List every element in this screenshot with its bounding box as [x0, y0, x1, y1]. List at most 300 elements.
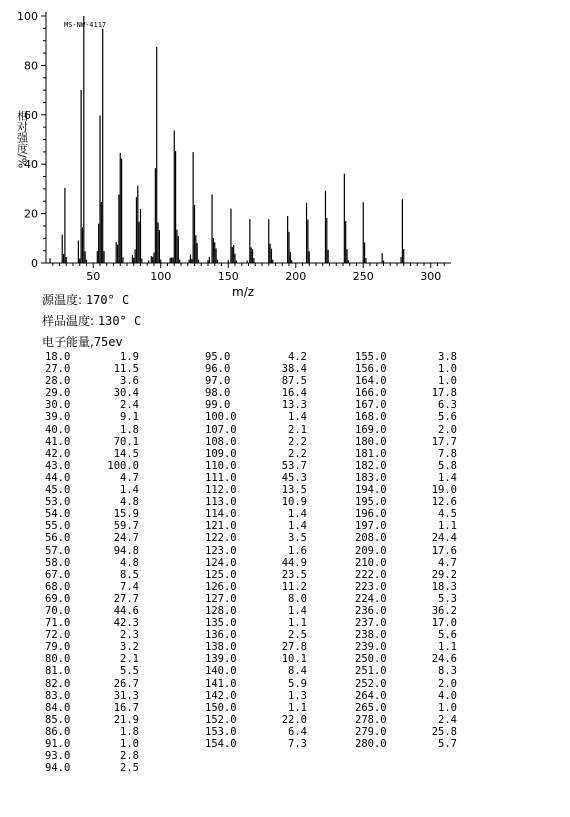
abundance-value: 11.5 — [113, 363, 139, 376]
mz-value: 195.0 — [355, 496, 387, 509]
mz-value: 80.0 — [45, 653, 71, 666]
peak-table-row — [205, 460, 307, 472]
abundance-value: 1.4 — [120, 484, 139, 497]
mz-value: 135.0 — [205, 617, 237, 630]
y-tick-label: 60 — [24, 108, 38, 122]
abundance-value: 53.7 — [281, 459, 307, 472]
mz-value: 222.0 — [355, 568, 387, 581]
mz-value: 126.0 — [205, 580, 237, 593]
abundance-value: 27.7 — [113, 592, 139, 605]
source-temperature-value: 170° C — [85, 293, 130, 307]
peak-table-row — [45, 532, 139, 544]
mz-value: 91.0 — [45, 738, 71, 750]
mz-value: 250.0 — [355, 653, 387, 666]
abundance-value: 3.8 — [438, 351, 457, 363]
abundance-value: 7.3 — [288, 738, 307, 750]
abundance-value: 1.0 — [438, 701, 457, 714]
abundance-value: 4.7 — [120, 471, 139, 484]
mz-value: 93.0 — [45, 750, 71, 763]
abundance-value: 2.4 — [438, 713, 457, 726]
mz-value: 182.0 — [355, 459, 387, 472]
peak-table-row — [45, 472, 139, 484]
abundance-value: 1.1 — [438, 520, 457, 533]
mz-value: 252.0 — [355, 677, 387, 690]
mz-value: 111.0 — [205, 471, 237, 484]
abundance-value: 87.5 — [281, 375, 307, 388]
peak-table-row — [205, 436, 307, 448]
abundance-value: 13.3 — [281, 399, 307, 412]
abundance-value: 5.6 — [438, 629, 457, 642]
peak-table-row — [205, 472, 307, 484]
abundance-value: 8.5 — [120, 568, 139, 581]
mz-value: 97.0 — [205, 375, 231, 388]
mz-value: 155.0 — [355, 351, 387, 363]
peak-table-row — [205, 508, 307, 520]
abundance-value: 1.4 — [288, 604, 307, 617]
mz-value: 113.0 — [205, 496, 237, 509]
peak-table-row — [205, 448, 307, 460]
peak-table-row — [45, 617, 139, 629]
mz-value: 44.0 — [45, 471, 71, 484]
mz-value: 237.0 — [355, 617, 387, 630]
abundance-value: 1.4 — [288, 508, 307, 521]
mz-value: 39.0 — [45, 411, 71, 424]
mz-value: 42.0 — [45, 447, 71, 460]
peak-table-row — [45, 581, 139, 593]
mz-value: 136.0 — [205, 629, 237, 642]
mz-value: 54.0 — [45, 508, 71, 521]
abundance-value: 16.4 — [281, 387, 307, 400]
abundance-value: 18.3 — [431, 580, 457, 593]
peak-bars — [50, 16, 404, 263]
peak-table-row — [45, 496, 139, 508]
abundance-value: 2.2 — [288, 435, 307, 448]
peak-table-row — [205, 363, 307, 375]
abundance-value: 1.1 — [288, 617, 307, 630]
peak-table-row — [45, 665, 139, 677]
peak-table-row — [355, 690, 457, 702]
peak-table-row — [355, 665, 457, 677]
abundance-value: 2.1 — [288, 423, 307, 436]
abundance-value: 4.8 — [120, 556, 139, 569]
mz-value: 127.0 — [205, 592, 237, 605]
mz-value: 152.0 — [205, 713, 237, 726]
mz-value: 95.0 — [205, 351, 231, 363]
sample-temperature-label: 样品温度: — [42, 314, 95, 328]
abundance-value: 1.8 — [120, 725, 139, 738]
abundance-value: 1.6 — [288, 544, 307, 557]
abundance-value: 5.8 — [438, 459, 457, 472]
mz-value: 154.0 — [205, 738, 237, 750]
mz-value: 264.0 — [355, 689, 387, 702]
y-axis-label: 相对强度/% — [15, 110, 29, 169]
peak-table-row — [205, 351, 307, 363]
abundance-value: 1.1 — [288, 701, 307, 714]
peak-table-row — [205, 678, 307, 690]
mz-value: 55.0 — [45, 520, 71, 533]
abundance-value: 17.7 — [431, 435, 457, 448]
mz-value: 99.0 — [205, 399, 231, 412]
abundance-value: 1.4 — [438, 471, 457, 484]
mz-value: 58.0 — [45, 556, 71, 569]
abundance-value: 23.5 — [281, 568, 307, 581]
abundance-value: 44.6 — [113, 604, 139, 617]
peak-table-row — [45, 653, 139, 665]
mz-value: 180.0 — [355, 435, 387, 448]
mz-value: 236.0 — [355, 604, 387, 617]
mz-value: 68.0 — [45, 580, 71, 593]
electron-energy-label: 电子能量, — [42, 335, 94, 349]
peak-table-row — [355, 387, 457, 399]
peak-table-row — [45, 436, 139, 448]
abundance-value: 24.7 — [113, 532, 139, 545]
mz-value: 164.0 — [355, 375, 387, 388]
mz-value: 71.0 — [45, 617, 71, 630]
x-tick-label: 50 — [86, 270, 101, 283]
x-tick-label: 300 — [420, 270, 442, 283]
abundance-value: 8.0 — [288, 592, 307, 605]
abundance-value: 6.4 — [288, 725, 307, 738]
abundance-value: 30.4 — [113, 387, 139, 400]
peak-table-row — [45, 762, 139, 774]
mz-value: 181.0 — [355, 447, 387, 460]
peak-table-row — [205, 726, 307, 738]
mz-value: 280.0 — [355, 738, 387, 750]
y-tick-label: 80 — [24, 59, 38, 73]
peak-table-row — [355, 605, 457, 617]
peak-table-row — [355, 424, 457, 436]
peak-table-row — [45, 460, 139, 472]
abundance-value: 24.6 — [431, 653, 457, 666]
mz-value: 121.0 — [205, 520, 237, 533]
peak-table-row — [45, 569, 139, 581]
abundance-value: 4.0 — [438, 689, 457, 702]
mz-value: 123.0 — [205, 544, 237, 557]
peak-table-row — [355, 363, 457, 375]
peak-table-row — [205, 593, 307, 605]
peak-table-row — [355, 399, 457, 411]
abundance-value: 19.0 — [431, 484, 457, 497]
peak-table-row — [205, 557, 307, 569]
peak-table-row — [355, 617, 457, 629]
mz-value: 109.0 — [205, 447, 237, 460]
peak-table-row — [45, 411, 139, 423]
abundance-value: 36.2 — [431, 604, 457, 617]
peak-table-row — [45, 714, 139, 726]
peak-table-row — [355, 508, 457, 520]
abundance-value: 17.0 — [431, 617, 457, 630]
peak-table-row — [355, 496, 457, 508]
mz-value: 114.0 — [205, 508, 237, 521]
abundance-value: 1.0 — [120, 738, 139, 750]
peak-table-row — [205, 484, 307, 496]
peak-table-row — [355, 460, 457, 472]
abundance-value: 5.3 — [438, 592, 457, 605]
abundance-value: 2.5 — [288, 629, 307, 642]
peak-table-row — [355, 581, 457, 593]
peak-table-row — [45, 399, 139, 411]
peak-table-row — [45, 351, 139, 363]
mz-value: 85.0 — [45, 713, 71, 726]
peak-table-row — [205, 617, 307, 629]
peak-table-row — [355, 351, 457, 363]
peak-table-row — [45, 678, 139, 690]
abundance-value: 2.2 — [288, 447, 307, 460]
abundance-value: 5.9 — [288, 677, 307, 690]
abundance-value: 3.2 — [120, 641, 139, 654]
abundance-value: 4.5 — [438, 508, 457, 521]
abundance-value: 10.9 — [281, 496, 307, 509]
abundance-value: 2.0 — [438, 423, 457, 436]
peak-table-row — [355, 484, 457, 496]
abundance-value: 24.4 — [431, 532, 457, 545]
mz-value: 29.0 — [45, 387, 71, 400]
x-tick-label: 100 — [150, 270, 172, 283]
mz-value: 57.0 — [45, 544, 71, 557]
abundance-value: 5.7 — [438, 738, 457, 750]
abundance-value: 10.1 — [281, 653, 307, 666]
abundance-value: 5.5 — [120, 665, 139, 678]
mz-value: 70.0 — [45, 604, 71, 617]
peak-table-row — [355, 569, 457, 581]
abundance-value: 3.5 — [288, 532, 307, 545]
peak-table-row — [45, 605, 139, 617]
mz-value: 239.0 — [355, 641, 387, 654]
peak-table-row — [45, 641, 139, 653]
mz-value: 279.0 — [355, 725, 387, 738]
mz-value: 82.0 — [45, 677, 71, 690]
peak-table-row — [355, 593, 457, 605]
abundance-value: 7.8 — [438, 447, 457, 460]
y-tick-label: 20 — [24, 207, 38, 221]
peak-table-row — [45, 484, 139, 496]
mz-value: 108.0 — [205, 435, 237, 448]
peak-table-row — [355, 436, 457, 448]
mz-value: 72.0 — [45, 629, 71, 642]
peak-table-row — [355, 702, 457, 714]
mz-value: 238.0 — [355, 629, 387, 642]
abundance-value: 2.5 — [120, 762, 139, 775]
peak-table-row — [205, 387, 307, 399]
mz-value: 56.0 — [45, 532, 71, 545]
abundance-value: 6.3 — [438, 399, 457, 412]
peak-table-row — [45, 690, 139, 702]
mz-value: 196.0 — [355, 508, 387, 521]
abundance-value: 17.6 — [431, 544, 457, 557]
mz-value: 79.0 — [45, 641, 71, 654]
peak-table-row — [205, 399, 307, 411]
abundance-value: 29.2 — [431, 568, 457, 581]
mz-value: 94.0 — [45, 762, 71, 775]
mz-value: 83.0 — [45, 689, 71, 702]
sample-temperature — [42, 312, 141, 329]
mz-value: 156.0 — [355, 363, 387, 376]
peak-table-row — [205, 581, 307, 593]
mz-value: 107.0 — [205, 423, 237, 436]
peak-table-row — [205, 738, 307, 750]
abundance-value: 11.2 — [281, 580, 307, 593]
electron-energy-value: 75ev — [93, 335, 123, 349]
peak-table-row — [355, 545, 457, 557]
peak-table-row — [355, 653, 457, 665]
peak-table-row — [205, 605, 307, 617]
peak-table-row — [205, 641, 307, 653]
abundance-value: 1.3 — [288, 689, 307, 702]
peak-table-row — [355, 520, 457, 532]
peak-table-row — [45, 363, 139, 375]
mz-value: 112.0 — [205, 484, 237, 497]
abundance-value: 7.4 — [120, 580, 139, 593]
mz-value: 194.0 — [355, 484, 387, 497]
abundance-value: 1.4 — [288, 411, 307, 424]
peak-table-row — [45, 726, 139, 738]
y-tick-label: 40 — [24, 158, 38, 172]
abundance-value: 1.4 — [288, 520, 307, 533]
abundance-value: 45.3 — [281, 471, 307, 484]
mz-value: 142.0 — [205, 689, 237, 702]
spectrum-tag: MS-NW-4117 — [64, 21, 107, 29]
mz-value: 209.0 — [355, 544, 387, 557]
abundance-value: 1.0 — [438, 375, 457, 388]
mz-value: 169.0 — [355, 423, 387, 436]
mz-value: 67.0 — [45, 568, 71, 581]
peak-table-row — [45, 593, 139, 605]
peak-table-row — [355, 411, 457, 423]
y-tick-label: 100 — [17, 10, 38, 23]
peak-table-row — [205, 532, 307, 544]
mz-value: 28.0 — [45, 375, 71, 388]
peak-table-row — [205, 653, 307, 665]
mz-value: 122.0 — [205, 532, 237, 545]
abundance-value: 16.7 — [113, 701, 139, 714]
abundance-value: 2.8 — [120, 750, 139, 763]
x-tick-label: 150 — [217, 270, 239, 283]
peak-table-row — [45, 738, 139, 750]
mz-value: 168.0 — [355, 411, 387, 424]
abundance-value: 15.9 — [113, 508, 139, 521]
abundance-value: 4.8 — [120, 496, 139, 509]
abundance-value: 70.1 — [113, 435, 139, 448]
peak-table-column-1 — [45, 351, 139, 774]
mz-value: 197.0 — [355, 520, 387, 533]
mz-value: 27.0 — [45, 363, 71, 376]
mz-value: 41.0 — [45, 435, 71, 448]
x-tick-label: 200 — [285, 270, 307, 283]
y-tick-label: 0 — [31, 257, 38, 270]
peak-table-row — [205, 375, 307, 387]
peak-table-row — [355, 714, 457, 726]
mz-value: 110.0 — [205, 459, 237, 472]
abundance-value: 27.8 — [281, 641, 307, 654]
mz-value: 224.0 — [355, 592, 387, 605]
peak-table-row — [205, 424, 307, 436]
peak-table-row — [355, 641, 457, 653]
peak-table-row — [205, 545, 307, 557]
peak-table-row — [355, 738, 457, 750]
mz-value: 138.0 — [205, 641, 237, 654]
peak-table-row — [45, 629, 139, 641]
peak-table-row — [205, 690, 307, 702]
peak-table-row — [205, 520, 307, 532]
peak-table-row — [205, 629, 307, 641]
peak-table-row — [205, 702, 307, 714]
abundance-value: 25.8 — [431, 725, 457, 738]
peak-table-row — [45, 557, 139, 569]
abundance-value: 100.0 — [107, 459, 139, 472]
mz-value: 86.0 — [45, 725, 71, 738]
peak-table-row — [355, 532, 457, 544]
mz-value: 84.0 — [45, 701, 71, 714]
peak-table-row — [205, 496, 307, 508]
mz-value: 18.0 — [45, 351, 71, 363]
abundance-value: 8.4 — [288, 665, 307, 678]
abundance-value: 8.3 — [438, 665, 457, 678]
peak-table-row — [45, 387, 139, 399]
abundance-value: 1.8 — [120, 423, 139, 436]
abundance-value: 4.7 — [438, 556, 457, 569]
abundance-value: 2.4 — [120, 399, 139, 412]
mz-value: 96.0 — [205, 363, 231, 376]
mz-value: 139.0 — [205, 653, 237, 666]
mz-value: 40.0 — [45, 423, 71, 436]
abundance-value: 5.6 — [438, 411, 457, 424]
mz-value: 153.0 — [205, 725, 237, 738]
peak-table-row — [45, 545, 139, 557]
peak-table-row — [355, 472, 457, 484]
mz-value: 128.0 — [205, 604, 237, 617]
peak-table-row — [205, 411, 307, 423]
mz-value: 125.0 — [205, 568, 237, 581]
mz-value: 100.0 — [205, 411, 237, 424]
mz-value: 43.0 — [45, 459, 71, 472]
abundance-value: 2.3 — [120, 629, 139, 642]
x-axis-label: m/z — [232, 285, 255, 299]
mz-value: 140.0 — [205, 665, 237, 678]
abundance-value: 44.9 — [281, 556, 307, 569]
source-temperature-label: 源温度: — [42, 293, 83, 307]
mz-value: 210.0 — [355, 556, 387, 569]
peak-table-row — [355, 678, 457, 690]
abundance-value: 13.5 — [281, 484, 307, 497]
mz-value: 124.0 — [205, 556, 237, 569]
abundance-value: 1.0 — [438, 363, 457, 376]
mz-value: 45.0 — [45, 484, 71, 497]
abundance-value: 4.2 — [288, 351, 307, 363]
peak-table-row — [45, 750, 139, 762]
abundance-value: 14.5 — [113, 447, 139, 460]
peak-table-row — [355, 557, 457, 569]
abundance-value: 1.9 — [120, 351, 139, 363]
abundance-value: 94.8 — [113, 544, 139, 557]
peak-table-row — [45, 424, 139, 436]
peak-table-row — [205, 714, 307, 726]
electron-energy — [42, 333, 123, 350]
mz-value: 30.0 — [45, 399, 71, 412]
mz-value: 223.0 — [355, 580, 387, 593]
peak-table-row — [205, 569, 307, 581]
mz-value: 150.0 — [205, 701, 237, 714]
abundance-value: 31.3 — [113, 689, 139, 702]
abundance-value: 12.6 — [431, 496, 457, 509]
peak-table-row — [45, 702, 139, 714]
abundance-value: 17.8 — [431, 387, 457, 400]
abundance-value: 26.7 — [113, 677, 139, 690]
mz-value: 208.0 — [355, 532, 387, 545]
x-tick-label: 250 — [352, 270, 374, 283]
abundance-value: 3.6 — [120, 375, 139, 388]
sample-temperature-value: 130° C — [97, 314, 142, 328]
peak-table-row — [205, 665, 307, 677]
